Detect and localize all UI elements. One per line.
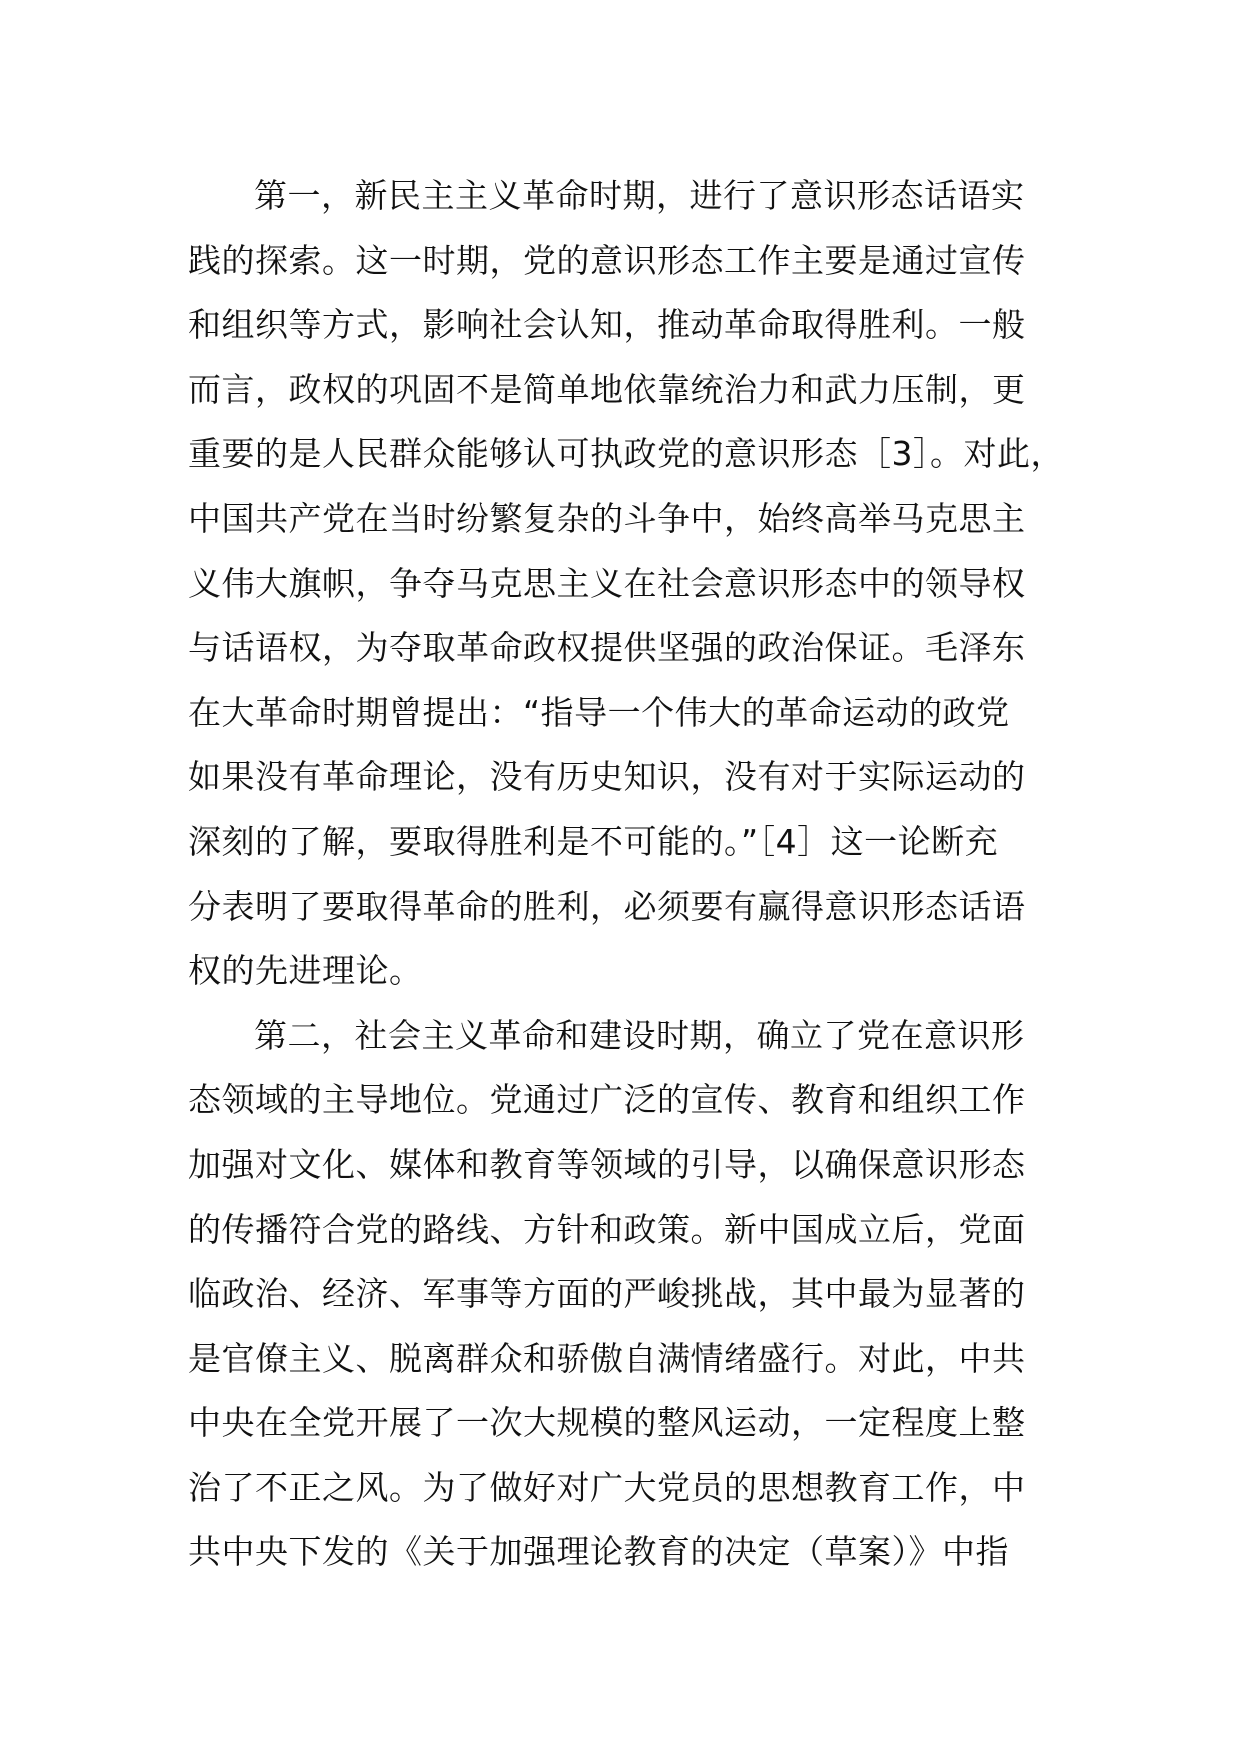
text-line: 中国共产党在当时纷繁复杂的斗争中，始终高举马克思主 [188, 498, 1026, 538]
document-body [188, 164, 1068, 1585]
text-line: 临政治、经济、军事等方面的严峻挑战，其中最为显著的 [188, 1274, 1026, 1314]
text-line: 第二，社会主义革命和建设时期，确立了党在意识形 [254, 1015, 1025, 1055]
paragraph-1 [188, 164, 1068, 1004]
paragraph-2 [188, 1004, 1068, 1585]
text-line: 践的探索。这一时期，党的意识形态工作主要是通过宣传 [188, 240, 1026, 280]
text-line: 权的先进理论。 [188, 951, 423, 991]
text-line: 深刻的了解，要取得胜利是不可能的。”［4］这一论断充 [188, 821, 999, 861]
text-line: 重要的是人民群众能够认可执政党的意识形态［3］。对此， [188, 434, 1064, 474]
text-line: 是官僚主义、脱离群众和骄傲自满情绪盛行。对此，中共 [188, 1338, 1026, 1378]
text-line: 而言，政权的巩固不是简单地依靠统治力和武力压制，更 [188, 369, 1026, 409]
text-line: 态领域的主导地位。党通过广泛的宣传、教育和组织工作 [188, 1080, 1026, 1120]
text-line: 分表明了要取得革命的胜利，必须要有赢得意识形态话语 [188, 886, 1026, 926]
text-line: 和组织等方式，影响社会认知，推动革命取得胜利。一般 [188, 305, 1026, 345]
text-line: 的传播符合党的路线、方针和政策。新中国成立后，党面 [188, 1209, 1026, 1249]
text-line: 义伟大旗帜，争夺马克思主义在社会意识形态中的领导权 [188, 563, 1026, 603]
text-line: 第一，新民主主义革命时期，进行了意识形态话语实 [254, 176, 1025, 215]
text-line: 加强对文化、媒体和教育等领域的引导，以确保意识形态 [188, 1144, 1026, 1184]
text-line: 在大革命时期曾提出：“指导一个伟大的革命运动的政党 [188, 692, 1010, 732]
text-line: 中央在全党开展了一次大规模的整风运动，一定程度上整 [188, 1403, 1026, 1443]
text-line: 共中央下发的《关于加强理论教育的决定（草案）》中指 [188, 1532, 1009, 1572]
text-line: 与话语权，为夺取革命政权提供坚强的政治保证。毛泽东 [188, 628, 1026, 668]
text-line: 治了不正之风。为了做好对广大党员的思想教育工作，中 [188, 1467, 1026, 1507]
text-line: 如果没有革命理论，没有历史知识，没有对于实际运动的 [188, 757, 1026, 797]
